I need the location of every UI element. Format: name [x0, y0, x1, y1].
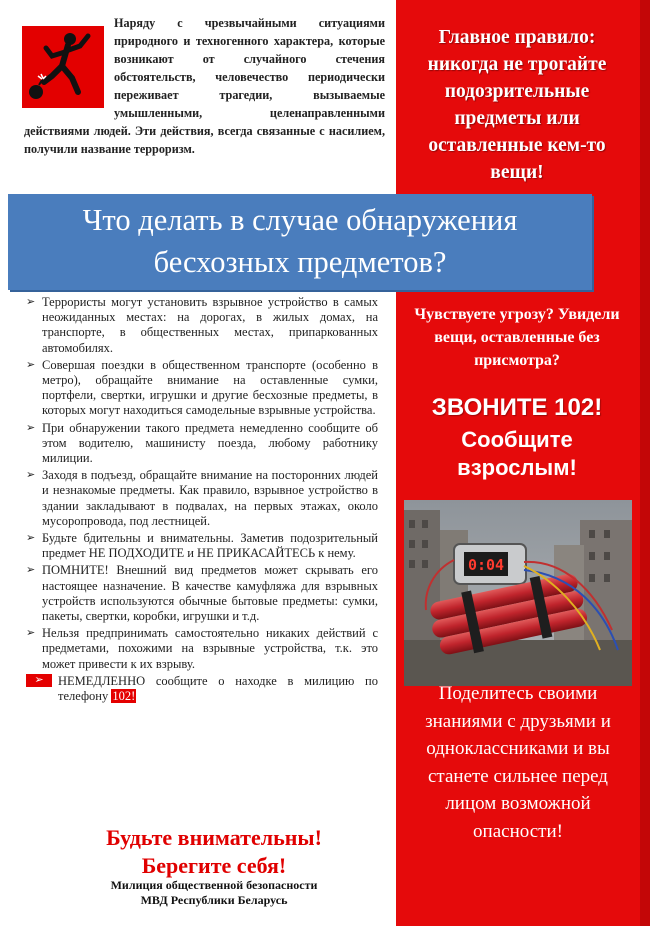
list-item-urgent: ➢ НЕМЕДЛЕННО сообщите о находке в милицию по телефону 102!: [28, 674, 378, 704]
arrow-bullet-icon: ➢: [26, 674, 52, 687]
list-item: ➢ Совершая поездки в общественном транспорте (особенно в метро), обращайте внимание на оставленные сумки, портфели, свертки, игрушки и другие бесхозные предметы, в которых могут находиться самодельные взрывные устройства.: [26, 357, 378, 418]
call-102-text: ЗВОНИТЕ 102!: [431, 394, 603, 421]
list-item: ➢ Нельзя предпринимать самостоятельно никаких действий с предметами, похожими на взрывные устройства, т.к. это может привести к их взрыву.: [26, 626, 378, 671]
timer-display: 0:04: [467, 556, 505, 574]
page-title: Что делать в случае обнаружения бесхозных предметов?: [82, 203, 518, 279]
list-item: ➢ Террористы могут установить взрывное устройство в самых неожиданных местах: на дорогах, в жилых домах, на транспорте, в общественных местах, припаркованных автомобилях.: [26, 295, 378, 355]
intro-paragraph: Наряду с чрезвычайными ситуациями природного и техногенного характера, которые возникают от случайного стечения обстоятельств, человечество периодически переживает трагедии, вызываемые умышленными, целенаправленными действиями людей. Эти действия, всегда связанные с насилием, получили название терроризм.: [24, 16, 385, 156]
arrow-bullet-icon: ➢: [26, 358, 36, 371]
arrow-bullet-icon: ➢: [26, 296, 36, 308]
arrow-bullet-icon: ➢: [26, 532, 36, 545]
list-item: ➢ При обнаружении такого предмета немедленно сообщите об этом водителю, машинисту поезда, любому работнику милиции.: [26, 420, 378, 466]
share-knowledge-text: Поделитесь своими знаниями с друзьями и одноклассниками и вы станете сильнее перед лицом возможной опасности!: [425, 683, 611, 842]
threat-question: Чувствуете угрозу? Увидели вещи, оставленные без присмотра?: [414, 306, 620, 369]
arrow-bullet-icon: ➢: [26, 421, 36, 434]
list-item: ➢ Заходя в подъезд, обращайте внимание на посторонних людей и незнакомые предметы. Как правило, взрывное устройство в здании закладывают в подвалах, на первых этажах, около мусоропровода, под лестницей.: [26, 468, 378, 528]
attention-callout: Будьте внимательны! Берегите себя!: [106, 825, 322, 878]
arrow-bullet-icon: ➢: [26, 627, 36, 640]
safety-instructions-list: [28, 295, 378, 706]
list-item: ➢ Будьте бдительны и внимательны. Заметив подозрительный предмет НЕ ПОДХОДИТЕ и НЕ ПРИКАСАЙТЕСЬ к нему.: [26, 531, 378, 561]
phone-number: 102!: [112, 689, 136, 704]
arrow-bullet-icon: ➢: [26, 469, 36, 482]
list-item: ➢ ПОМНИТЕ! Внешний вид предметов может скрывать его настоящее назначение. В качестве камуфляжа для взрывных устройств используются обычные бытовые предметы: сумки, пакеты, свертки, коробки, игрушки и т.д.: [26, 563, 378, 624]
tell-adults-text: Сообщите взрослым!: [457, 427, 577, 480]
issuer-footer: Милиция общественной безопасности МВД Республики Беларусь: [110, 878, 318, 907]
arrow-bullet-icon: ➢: [26, 564, 36, 577]
bomb-photo: [404, 500, 632, 686]
main-rule-text: Главное правило: никогда не трогайте подозрительные предметы или оставленные кем-то вещи!: [427, 27, 607, 183]
